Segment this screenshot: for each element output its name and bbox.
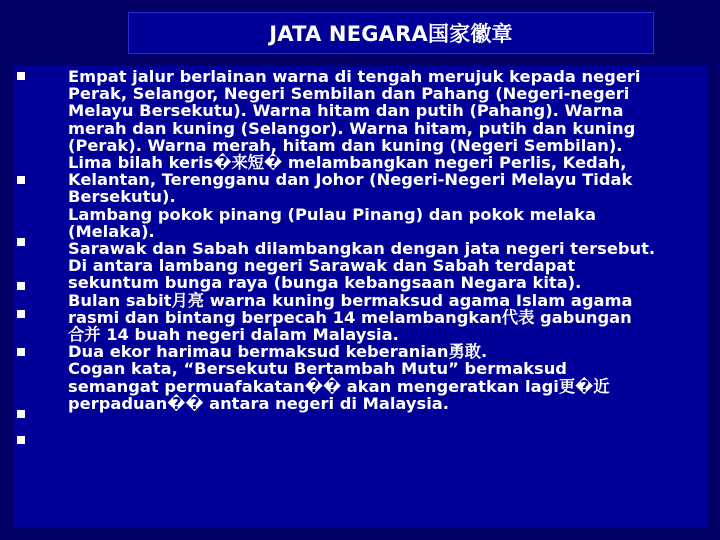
- bullet-marker: [17, 176, 25, 184]
- slide-title: JATA NEGARA国家徽章: [269, 22, 513, 46]
- bullet-marker: [17, 72, 25, 80]
- text-line: merah dan kuning (Selangor). Warna hitam, putih dan kuning: [68, 118, 636, 138]
- text-line: Lima bilah keris�来短� melambangkan negeri Perlis, Kedah,: [68, 153, 627, 173]
- text-line: Kelantan, Terengganu dan Johor (Negeri-Negeri Melayu Tidak: [68, 170, 633, 190]
- bullet-marker: [17, 410, 25, 418]
- bullet-marker: [17, 310, 25, 318]
- bullet-marker: [17, 436, 25, 444]
- text-line: semangat permuafakatan�� akan mengeratkan lagi更�近: [68, 376, 610, 396]
- slide-body: [68, 68, 712, 412]
- text-line: rasmi dan bintang berpecah 14 melambangkan代表 gabungan: [68, 307, 632, 327]
- text-line: Empat jalur berlainan warna di tengah merujuk kepada negeri: [68, 67, 641, 86]
- text-line: sekuntum bunga raya (bunga kebangsaan Negara kita).: [68, 273, 582, 293]
- text-line: Melayu Bersekutu). Warna hitam dan putih (Pahang). Warna: [68, 101, 624, 121]
- text-line: Dua ekor harimau bermaksud keberanian勇敢.: [68, 342, 488, 362]
- text-line: Bulan sabit月亮 warna kuning bermaksud agama Islam agama: [68, 290, 633, 310]
- text-line: (Melaka).: [68, 221, 155, 241]
- text-line: Bersekutu).: [68, 187, 176, 207]
- text-line: Cogan kata, “Bersekutu Bertambah Mutu” bermaksud: [68, 359, 567, 379]
- text-line: Lambang pokok pinang (Pulau Pinang) dan pokok melaka: [68, 204, 596, 224]
- text-line: perpaduan�� antara negeri di Malaysia.: [68, 393, 449, 413]
- text-line: 合并 14 buah negeri dalam Malaysia.: [68, 325, 399, 345]
- bullet-marker: [17, 282, 25, 290]
- text-line: (Perak). Warna merah, hitam dan kuning (Negeri Sembilan).: [68, 135, 623, 155]
- text-line: Di antara lambang negeri Sarawak dan Sabah terdapat: [68, 256, 576, 276]
- title-box: [128, 12, 654, 54]
- text-line: Sarawak dan Sabah dilambangkan dengan jata negeri tersebut.: [68, 239, 656, 259]
- text-line: Perak, Selangor, Negeri Sembilan dan Pahang (Negeri-negeri: [68, 84, 630, 104]
- bullet-marker: [17, 238, 25, 246]
- bullet-marker: [17, 348, 25, 356]
